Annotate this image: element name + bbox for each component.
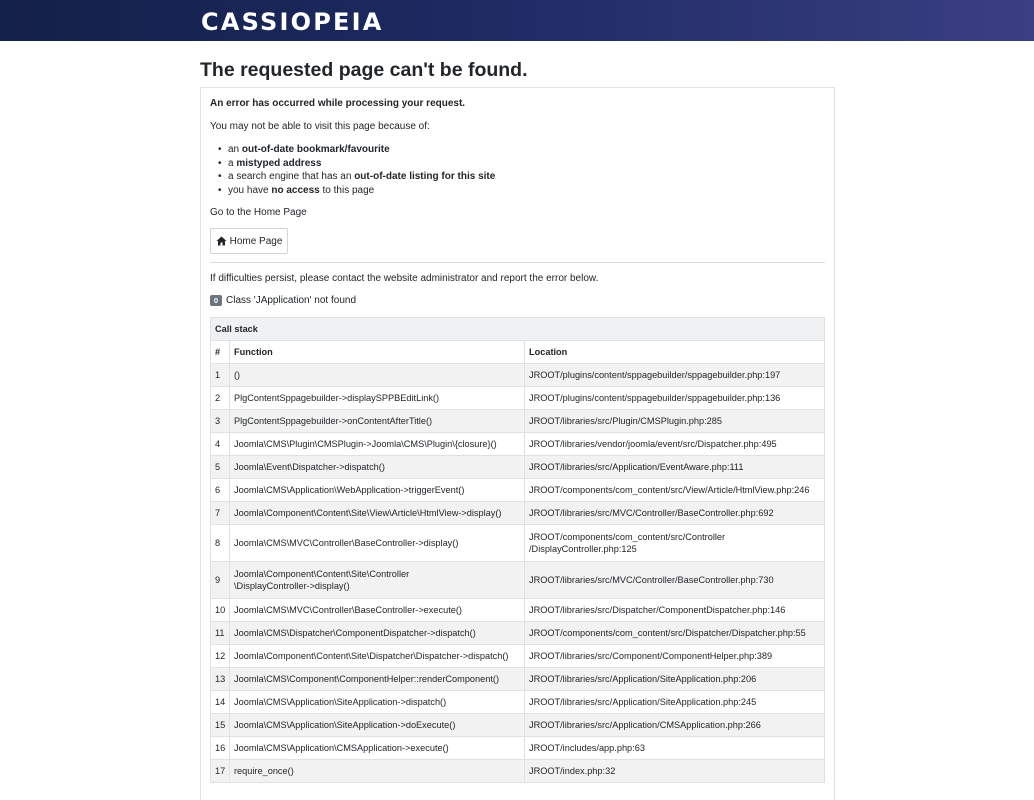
row-location: JROOT/components/com_content/src/Dispatcher/Dispatcher.php:55 bbox=[525, 622, 825, 645]
table-row bbox=[211, 737, 825, 760]
table-row bbox=[211, 410, 825, 433]
row-number: 10 bbox=[211, 599, 230, 622]
error-message-line bbox=[210, 295, 356, 306]
error-intro: An error has occurred while processing your request. bbox=[210, 98, 466, 109]
row-number: 13 bbox=[211, 668, 230, 691]
table-row bbox=[211, 502, 825, 525]
reason-item bbox=[210, 170, 495, 184]
row-location: JROOT/plugins/content/sppagebuilder/sppagebuilder.php:197 bbox=[525, 364, 825, 387]
reason-emphasis: out-of-date listing for this site bbox=[354, 171, 496, 182]
reason-item bbox=[210, 184, 495, 198]
row-location: JROOT/components/com_content/src/View/Article/HtmlView.php:246 bbox=[525, 479, 825, 502]
reason-emphasis: no access bbox=[271, 184, 320, 196]
row-location: JROOT/libraries/src/MVC/Controller/BaseController.php:692 bbox=[525, 502, 825, 525]
row-function: PlgContentSppagebuilder->onContentAfterTitle() bbox=[230, 410, 525, 433]
row-function: Joomla\Event\Dispatcher->dispatch() bbox=[230, 456, 525, 479]
home-icon bbox=[216, 236, 227, 246]
row-number: 6 bbox=[211, 479, 230, 502]
site-header bbox=[0, 0, 1034, 41]
table-row bbox=[211, 714, 825, 737]
row-location: JROOT/index.php:32 bbox=[525, 760, 825, 783]
divider bbox=[210, 262, 825, 263]
row-number: 2 bbox=[211, 387, 230, 410]
home-page-button-label: Home Page bbox=[229, 235, 283, 247]
row-number: 4 bbox=[211, 433, 230, 456]
row-function: Joomla\CMS\Application\SiteApplication->dispatch() bbox=[230, 691, 525, 714]
row-number: 7 bbox=[211, 502, 230, 525]
table-row bbox=[211, 622, 825, 645]
reason-text-suffix: to this page bbox=[319, 184, 375, 196]
row-location: JROOT/libraries/src/Component/ComponentHelper.php:389 bbox=[525, 645, 825, 668]
column-header-num: # bbox=[211, 341, 230, 364]
row-location: JROOT/libraries/src/Application/EventAware.php:111 bbox=[525, 456, 825, 479]
error-code-badge: 0 bbox=[210, 295, 222, 306]
table-row bbox=[211, 433, 825, 456]
row-location: JROOT/libraries/src/Application/CMSApplication.php:266 bbox=[525, 714, 825, 737]
row-number: 5 bbox=[211, 456, 230, 479]
table-row bbox=[211, 562, 825, 599]
reason-emphasis: mistyped address bbox=[236, 157, 322, 169]
goto-home-text: Go to the Home Page bbox=[210, 207, 307, 218]
reasons-list bbox=[210, 143, 495, 197]
reason-item bbox=[210, 157, 495, 171]
row-number: 15 bbox=[211, 714, 230, 737]
reason-emphasis: out-of-date bookmark/favourite bbox=[241, 144, 390, 155]
table-row bbox=[211, 645, 825, 668]
row-number: 16 bbox=[211, 737, 230, 760]
reason-text: an bbox=[228, 144, 242, 155]
call-stack-caption: Call stack bbox=[211, 318, 825, 341]
error-lead: You may not be able to visit this page because of: bbox=[210, 121, 430, 132]
row-number: 8 bbox=[211, 525, 230, 562]
row-function: Joomla\CMS\Application\CMSApplication->execute() bbox=[230, 737, 525, 760]
row-function: Joomla\CMS\Plugin\CMSPlugin->Joomla\CMS\Plugin\{closure}() bbox=[230, 433, 525, 456]
persist-message: If difficulties persist, please contact the website administrator and report the error below. bbox=[210, 273, 599, 284]
row-function: PlgContentSppagebuilder->displaySPPBEditLink() bbox=[230, 387, 525, 410]
row-number: 11 bbox=[211, 622, 230, 645]
column-header-location: Location bbox=[525, 341, 825, 364]
row-function: Joomla\CMS\Dispatcher\ComponentDispatcher->dispatch() bbox=[230, 622, 525, 645]
row-function: Joomla\CMS\Application\WebApplication->triggerEvent() bbox=[230, 479, 525, 502]
row-number: 9 bbox=[211, 562, 230, 599]
column-header-function: Function bbox=[230, 341, 525, 364]
row-function: Joomla\Component\Content\Site\View\Article\HtmlView->display() bbox=[230, 502, 525, 525]
reason-text: a search engine that has an bbox=[228, 171, 355, 182]
reason-item bbox=[210, 143, 495, 157]
table-row bbox=[211, 668, 825, 691]
row-number: 3 bbox=[211, 410, 230, 433]
row-function: Joomla\Component\Content\Site\Controller \DisplayController->display() bbox=[230, 562, 525, 599]
site-brand-logo[interactable]: CASSIOPEIA bbox=[201, 8, 384, 36]
row-location: JROOT/plugins/content/sppagebuilder/sppagebuilder.php:136 bbox=[525, 387, 825, 410]
row-function: Joomla\CMS\Application\SiteApplication->doExecute() bbox=[230, 714, 525, 737]
table-row bbox=[211, 525, 825, 562]
row-location: JROOT/libraries/src/MVC/Controller/BaseController.php:730 bbox=[525, 562, 825, 599]
row-location: JROOT/libraries/src/Dispatcher/ComponentDispatcher.php:146 bbox=[525, 599, 825, 622]
row-number: 12 bbox=[211, 645, 230, 668]
row-location: JROOT/components/com_content/src/Controller /DisplayController.php:125 bbox=[525, 525, 825, 562]
table-row bbox=[211, 479, 825, 502]
table-row bbox=[211, 387, 825, 410]
row-location: JROOT/libraries/src/Application/SiteApplication.php:206 bbox=[525, 668, 825, 691]
call-stack-body bbox=[211, 364, 825, 783]
row-location: JROOT/libraries/src/Application/SiteApplication.php:245 bbox=[525, 691, 825, 714]
row-function: Joomla\Component\Content\Site\Dispatcher\Dispatcher->dispatch() bbox=[230, 645, 525, 668]
table-row bbox=[211, 364, 825, 387]
row-number: 17 bbox=[211, 760, 230, 783]
row-location: JROOT/libraries/vendor/joomla/event/src/Dispatcher.php:495 bbox=[525, 433, 825, 456]
row-number: 1 bbox=[211, 364, 230, 387]
reason-text: a bbox=[228, 157, 237, 169]
home-page-button[interactable] bbox=[210, 228, 288, 254]
table-row bbox=[211, 599, 825, 622]
error-message: Class 'JApplication' not found bbox=[226, 295, 357, 306]
reason-text: you have bbox=[228, 184, 272, 196]
error-card bbox=[200, 87, 835, 800]
row-function: () bbox=[230, 364, 525, 387]
call-stack-table bbox=[210, 317, 825, 783]
table-row bbox=[211, 456, 825, 479]
row-location: JROOT/libraries/src/Plugin/CMSPlugin.php:285 bbox=[525, 410, 825, 433]
row-function: Joomla\CMS\Component\ComponentHelper::renderComponent() bbox=[230, 668, 525, 691]
row-function: require_once() bbox=[230, 760, 525, 783]
row-function: Joomla\CMS\MVC\Controller\BaseController->display() bbox=[230, 525, 525, 562]
row-location: JROOT/includes/app.php:63 bbox=[525, 737, 825, 760]
page-title: The requested page can't be found. bbox=[200, 59, 528, 81]
row-number: 14 bbox=[211, 691, 230, 714]
table-row bbox=[211, 760, 825, 783]
row-function: Joomla\CMS\MVC\Controller\BaseController->execute() bbox=[230, 599, 525, 622]
table-row bbox=[211, 691, 825, 714]
